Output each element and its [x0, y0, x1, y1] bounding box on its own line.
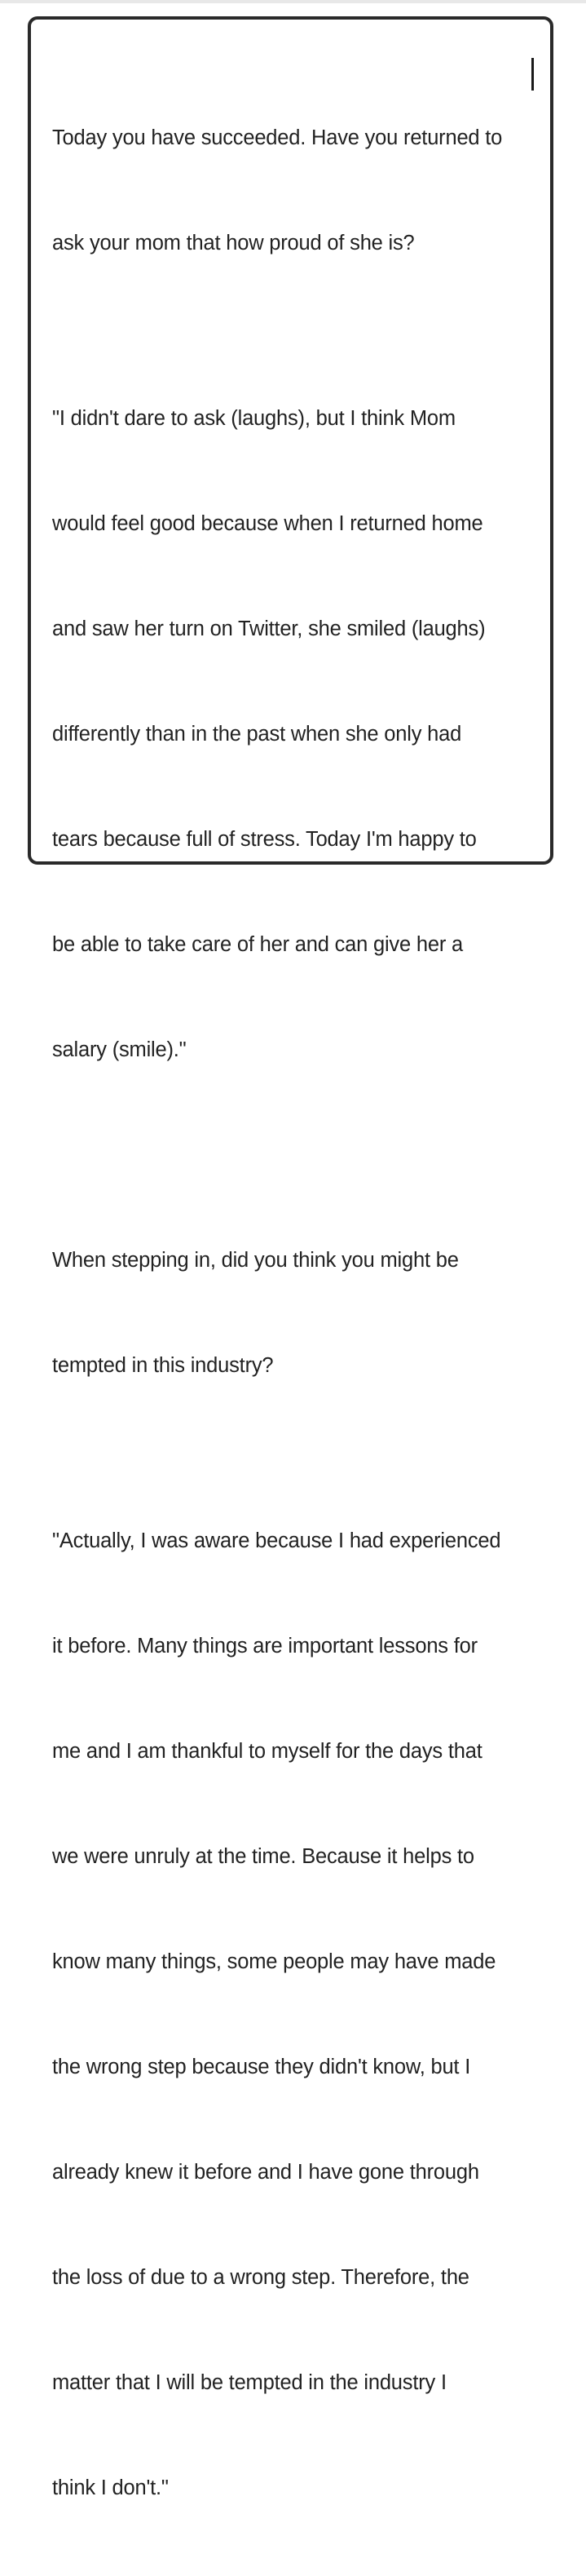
text-line: me and I am thankful to myself for the days that [52, 1740, 482, 1763]
text-line: would feel good because when I returned home [52, 512, 483, 535]
text-line: ask your mom that how proud of she is? [52, 232, 415, 255]
text-line: "I didn't dare to ask (laughs), but I think Mom [52, 407, 456, 430]
text-editor-content[interactable] [52, 51, 541, 2576]
blank-line [52, 1138, 541, 1173]
text-line: and saw her turn on Twitter, she smiled (laughs) [52, 617, 486, 640]
question-paragraph [52, 51, 541, 331]
top-edge-strip [0, 0, 586, 3]
text-line: salary (smile)." [52, 1038, 187, 1061]
question-paragraph [52, 1173, 541, 1454]
text-line: already knew it before and I have gone through [52, 2161, 479, 2184]
text-line: it before. Many things are important lessons for [52, 1635, 478, 1658]
text-line: tears because full of stress. Today I'm happy to [52, 828, 477, 851]
text-line: we were unruly at the time. Because it helps to [52, 1845, 474, 1868]
text-line: Today you have succeeded. Have you returned to [52, 126, 503, 149]
text-line: differently than in the past when she only had [52, 723, 462, 746]
text-line: matter that I will be tempted in the industry I [52, 2371, 447, 2394]
text-line: think I don't." [52, 2476, 169, 2499]
text-editor-box[interactable] [28, 16, 553, 2499]
text-line: When stepping in, did you think you might be [52, 1249, 459, 1272]
text-line: the wrong step because they didn't know, but I [52, 2056, 471, 2078]
text-line: tempted in this industry? [52, 1354, 274, 1377]
text-line: know many things, some people may have made [52, 1950, 496, 1973]
text-line: "Actually, I was aware because I had experienced [52, 1529, 501, 1552]
answer-paragraph [52, 331, 541, 1138]
answer-paragraph [52, 1454, 541, 2576]
text-line: be able to take care of her and can give her a [52, 933, 463, 956]
text-line: the loss of due to a wrong step. Therefore, the [52, 2266, 469, 2289]
